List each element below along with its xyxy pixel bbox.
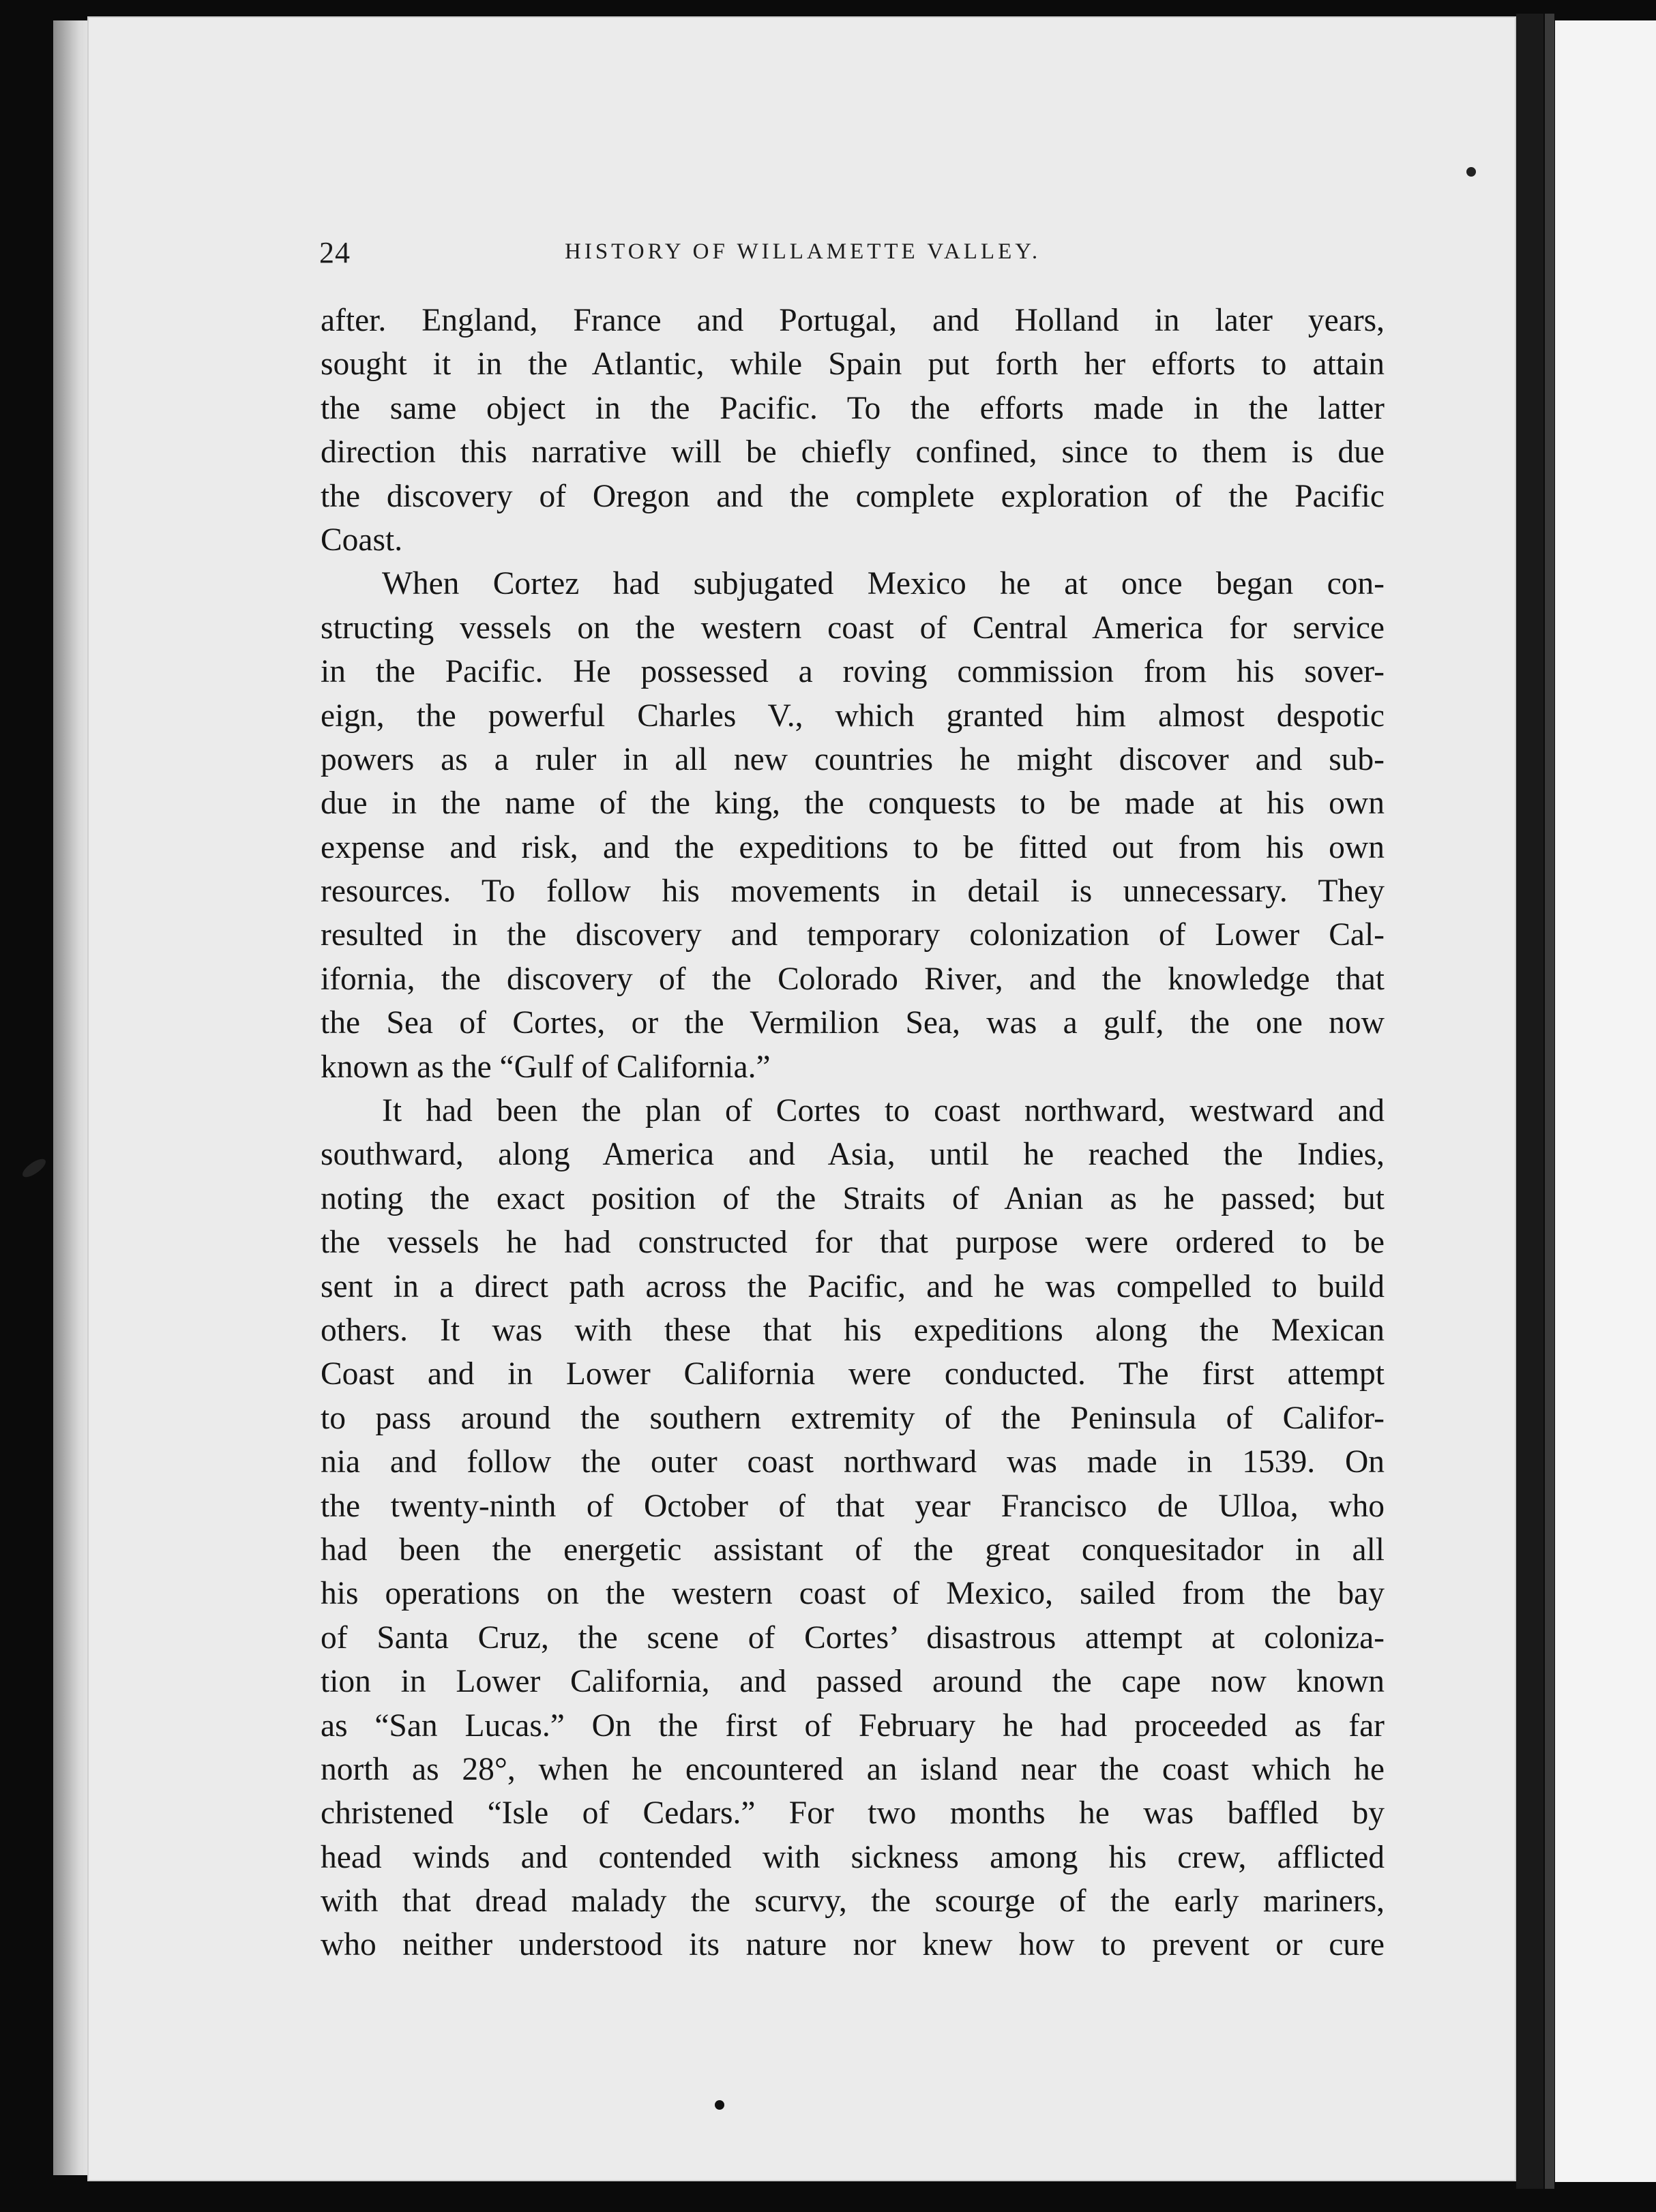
text-line: the Sea of Cortes, or the Vermilion Sea, was a gulf, the one now <box>321 1005 1385 1041</box>
text-line: after. England, France and Portugal, and Holland in later years, <box>321 303 1385 338</box>
text-line: resources. To follow his movements in detail is unnecessary. They <box>321 873 1385 910</box>
text-line: powers as a ruler in all new countries he might discover and sub- <box>321 741 1385 777</box>
text-line: southward, along America and Asia, until he reached the Indies, <box>321 1137 1385 1173</box>
scan-speck <box>1466 167 1476 177</box>
text-line: who neither understood its nature nor knew how to prevent or cure <box>321 1927 1385 1963</box>
book-gutter <box>1516 14 1543 2189</box>
running-title: HISTORY OF WILLAMETTE VALLEY. <box>565 239 1041 264</box>
text-line: due in the name of the king, the conquests to be made at his own <box>321 786 1385 822</box>
text-line: tion in Lower California, and passed around the cape now known <box>321 1664 1385 1700</box>
text-line: of Santa Cruz, the scene of Cortes’ disastrous attempt at coloniza- <box>321 1619 1385 1656</box>
text-line: with that dread malady the scurvy, the scourge of the early mariners, <box>321 1883 1385 1919</box>
text-line: in the Pacific. He possessed a roving commission from his sover- <box>321 654 1385 690</box>
text-line: sought it in the Atlantic, while Spain put forth her efforts to attain <box>321 346 1385 383</box>
text-line: head winds and contended with sickness among his crew, afflicted <box>321 1839 1385 1875</box>
text-line: christened “Isle of Cedars.” For two months he was baffled by <box>321 1795 1385 1832</box>
text-line: the same object in the Pacific. To the efforts made in the latter <box>321 390 1385 426</box>
text-line: structing vessels on the western coast of Central America for service <box>321 610 1385 646</box>
text-line: resulted in the discovery and temporary colonization of Lower Cal- <box>321 917 1385 953</box>
text-line: the twenty-ninth of October of that year Francisco de Ulloa, who <box>321 1488 1385 1524</box>
text-line: nia and follow the outer coast northward was made in 1539. On <box>321 1444 1385 1480</box>
page-number: 24 <box>319 236 351 269</box>
text-line: the discovery of Oregon and the complete exploration of the Pacific <box>321 478 1385 514</box>
text-line: Coast and in Lower California were conducted. The first attempt <box>321 1356 1385 1392</box>
text-line: to pass around the southern extremity of the Peninsula of Califor- <box>321 1400 1385 1436</box>
text-line: north as 28°, when he encountered an island near the coast which he <box>321 1751 1385 1787</box>
text-line: as “San Lucas.” On the first of February he had proceeded as far <box>321 1707 1385 1744</box>
text-line: known as the “Gulf of California.” <box>321 1049 771 1085</box>
text-line: eign, the powerful Charles V., which granted him almost despotic <box>321 698 1385 734</box>
text-line: ifornia, the discovery of the Colorado River, and the knowledge that <box>321 961 1385 997</box>
text-line: the vessels he had constructed for that purpose were ordered to be <box>321 1225 1385 1261</box>
running-head <box>319 235 1383 276</box>
text-line: expense and risk, and the expeditions to be fitted out from his own <box>321 829 1385 865</box>
text-line: his operations on the western coast of Mexico, sailed from the bay <box>321 1576 1385 1612</box>
text-line: noting the exact position of the Straits of Anian as he passed; but <box>321 1180 1385 1216</box>
text-line: When Cortez had subjugated Mexico he at once began con- <box>382 566 1385 602</box>
text-line: others. It was with these that his expeditions along the Mexican <box>321 1312 1385 1348</box>
scan-speck <box>715 2100 724 2110</box>
spine-shadow <box>1545 14 1554 2189</box>
text-line: Coast. <box>321 522 403 558</box>
text-line: direction this narrative will be chiefly confined, since to them is due <box>321 434 1385 470</box>
text-line: It had been the plan of Cortes to coast northward, westward and <box>382 1093 1385 1129</box>
text-line: had been the energetic assistant of the great conquesitador in all <box>321 1531 1385 1568</box>
body-text <box>321 299 1385 1967</box>
text-line: sent in a direct path across the Pacific, and he was compelled to build <box>321 1268 1385 1304</box>
facing-page-edge <box>1555 20 1656 2182</box>
